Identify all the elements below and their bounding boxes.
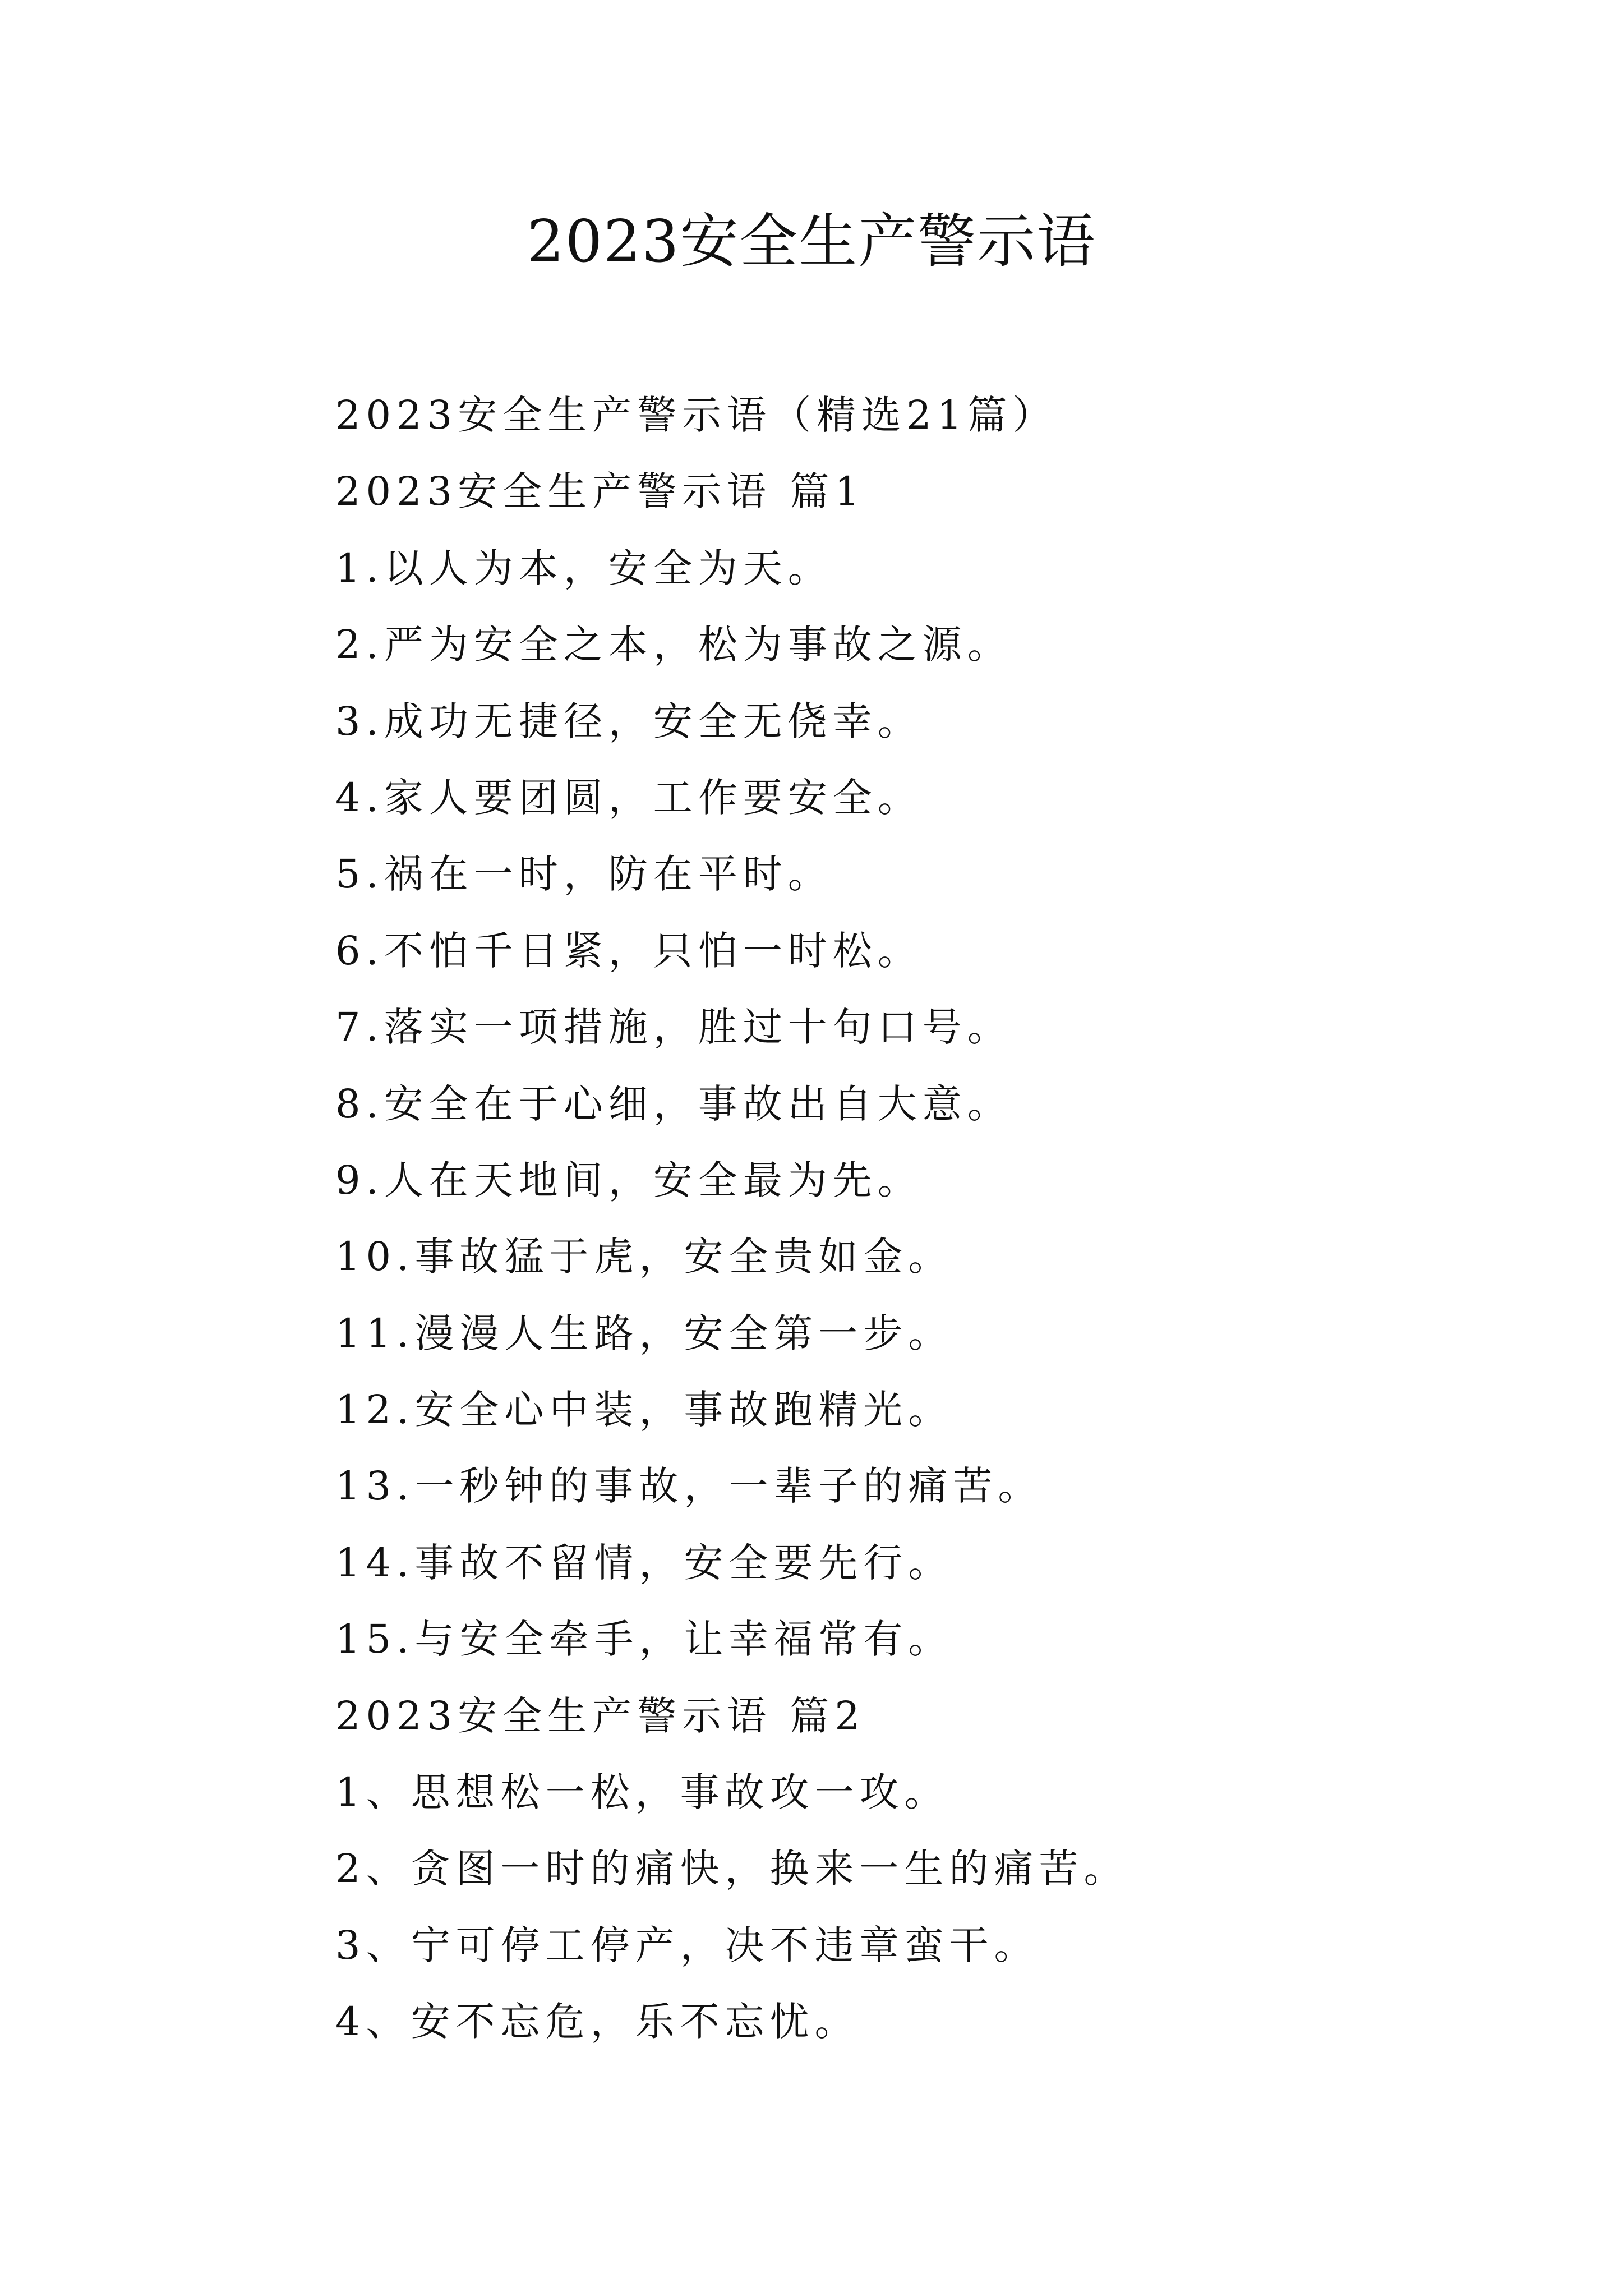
list-item: 13.一秒钟的事故，一辈子的痛苦。 (335, 1463, 1043, 1510)
list-item: 15.与安全牵手，让幸福常有。 (335, 1616, 953, 1663)
list-item: 1、思想松一松，事故攻一攻。 (335, 1769, 949, 1816)
list-item: 4.家人要团圆，工作要安全。 (335, 774, 923, 821)
list-item: 5.祸在一时，防在平时。 (335, 851, 833, 898)
list-item: 8.安全在于心细，事故出自大意。 (335, 1080, 1012, 1127)
list-item: 11.漫漫人生路，安全第一步。 (335, 1310, 953, 1356)
list-item: 4、安不忘危，乐不忘忧。 (335, 1999, 860, 2045)
document-body (335, 377, 1541, 2060)
list-item: 12.安全心中装，事故跑精光。 (335, 1387, 953, 1433)
list-item: 14.事故不留情，安全要先行。 (335, 1539, 953, 1586)
list-item: 2、贪图一时的痛快，换来一生的痛苦。 (335, 1846, 1129, 1892)
section-heading: 2023安全生产警示语 篇1 (335, 468, 865, 515)
list-item: 1.以人为本，安全为天。 (335, 545, 833, 591)
section-heading: 2023安全生产警示语 篇2 (335, 1692, 865, 1739)
list-item: 2.严为安全之本，松为事故之源。 (335, 622, 1012, 668)
list-item: 3、宁可停工停产，决不违章蛮干。 (335, 1922, 1039, 1968)
list-item: 3.成功无捷径，安全无侥幸。 (335, 698, 923, 744)
list-item: 6.不怕千日紧，只怕一时松。 (335, 927, 923, 974)
list-item: 9.人在天地间，安全最为先。 (335, 1157, 923, 1203)
list-item: 10.事故猛于虎，安全贵如金。 (335, 1234, 953, 1280)
document-title: 2023安全生产警示语 (527, 207, 1096, 275)
subtitle-line: 2023安全生产警示语（精选21篇） (335, 392, 1058, 438)
list-item: 7.落实一项措施，胜过十句口号。 (335, 1004, 1012, 1051)
